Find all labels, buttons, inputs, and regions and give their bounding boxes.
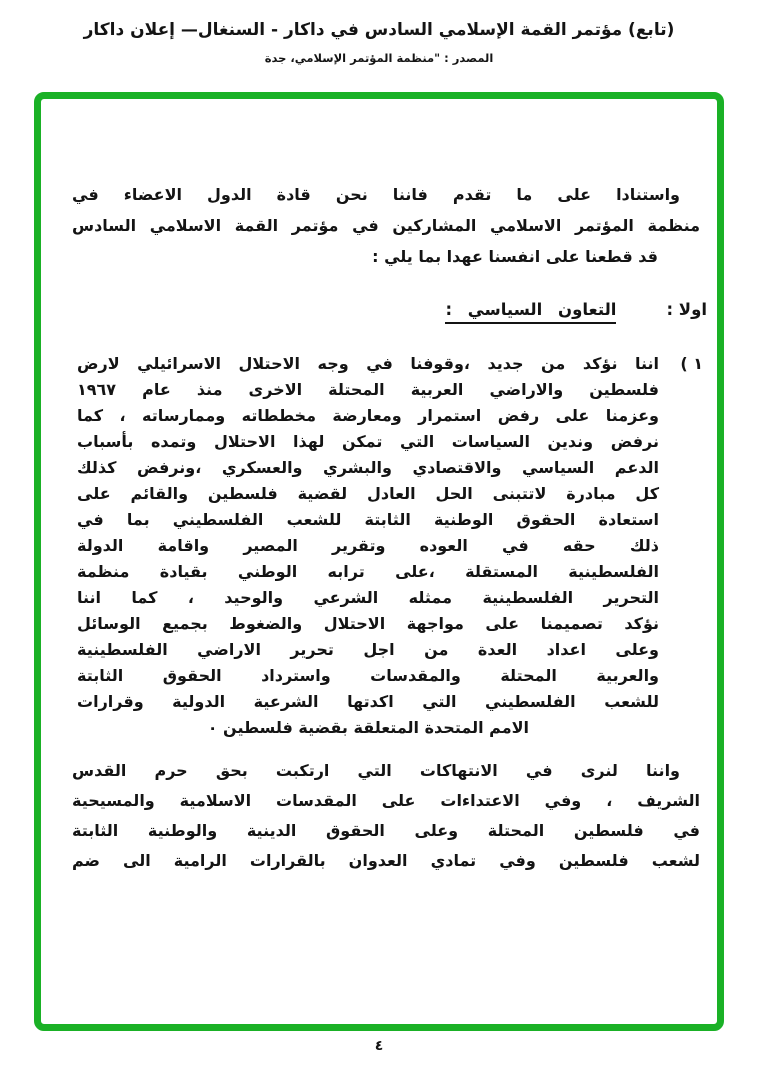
- intro-paragraph: [72, 179, 700, 272]
- text-line: منظمة المؤتمر الاسلامي المشاركين في مؤتمر القمة الاسلامي السادس: [72, 216, 700, 235]
- text-line: الشريف ، وفي الاعتداءات على المقدسات الاسلامية والمسيحية: [72, 791, 700, 810]
- text-line: كل مبادرة لاتتبنى الحل العادل لقضية فلسطين والقائم على: [77, 484, 659, 503]
- text-line: الدعم السياسي والاقتصادي والبشري والعسكري ،ونرفض كذلك: [77, 458, 659, 477]
- text-line: استعادة الحقوق الوطنية الثابتة للشعب الفلسطيني بما في: [77, 510, 659, 529]
- text-line: لشعب فلسطين وفي تمادي العدوان بالقرارات الرامية الى ضم: [72, 851, 700, 870]
- text-line: وعزمنا على رفض استمرار ومعارضة مخططاته وممارساته ، كما: [77, 406, 659, 425]
- text-line: والعربية المحتلة والمقدسات واسترداد الحقوق الثابتة: [77, 666, 659, 685]
- text-line: نرفض وندين السياسات التي تمكن لهذا الاحتلال وتمده بأسباب: [77, 432, 659, 451]
- text-line: واستنادا على ما تقدم فاننا نحن قادة الدول الاعضاء في: [72, 185, 680, 204]
- text-line: فلسطين والاراضي العربية المحتلة الاخرى منذ عام ١٩٦٧: [77, 380, 659, 399]
- text-line: الامم المتحدة المتعلقة بقضية فلسطين ٠: [207, 718, 529, 737]
- numbered-item-1: [77, 351, 703, 741]
- text-line: التحرير الفلسطينية ممثله الشرعي والوحيد ، كما اننا: [77, 588, 659, 607]
- text-line: نؤكد تصميمنا على مواجهة الاحتلال والضغوط بجميع الوسائل: [77, 614, 659, 633]
- item-1-number: ( ١: [680, 354, 703, 373]
- text-line: للشعب الفلسطيني التي اكدتها الشرعية الدولية وقرارات: [77, 692, 659, 711]
- item-1-text: [77, 351, 659, 741]
- section-marker: اولا :: [666, 300, 707, 319]
- text-line: قد قطعنا على انفسنا عهدا بما يلي :: [372, 247, 658, 266]
- document-source-line: المصدر : "منظمة المؤتمر الإسلامي، جدة: [264, 51, 494, 65]
- text-line: واننا لنرى في الانتهاكات التي ارتكبت بحق حرم القدس: [72, 761, 680, 780]
- page-number: ٤: [374, 1038, 384, 1054]
- text-line: وعلى اعداد العدة من اجل تحرير الاراضي الفلسطينية: [77, 640, 659, 659]
- section-heading: [445, 300, 707, 324]
- document-header-title: (تابع) مؤتمر القمة الإسلامي السادس في داكار - السنغال— إعلان داكار: [83, 20, 675, 40]
- closing-paragraph: [72, 756, 700, 876]
- section-title: التعاون السياسي :: [445, 300, 616, 324]
- text-line: الفلسطينية المستقلة ،على ترابه الوطني بقيادة منظمة: [77, 562, 659, 581]
- text-line: ذلك حقه في العوده وتقرير المصير واقامة الدولة: [77, 536, 659, 555]
- text-line: اننا نؤكد من جديد ،وقوفنا في وجه الاحتلال الاسرائيلي لارض: [77, 354, 659, 373]
- text-line: في فلسطين المحتلة وعلى الحقوق الدينية والوطنية الثابتة: [72, 821, 700, 840]
